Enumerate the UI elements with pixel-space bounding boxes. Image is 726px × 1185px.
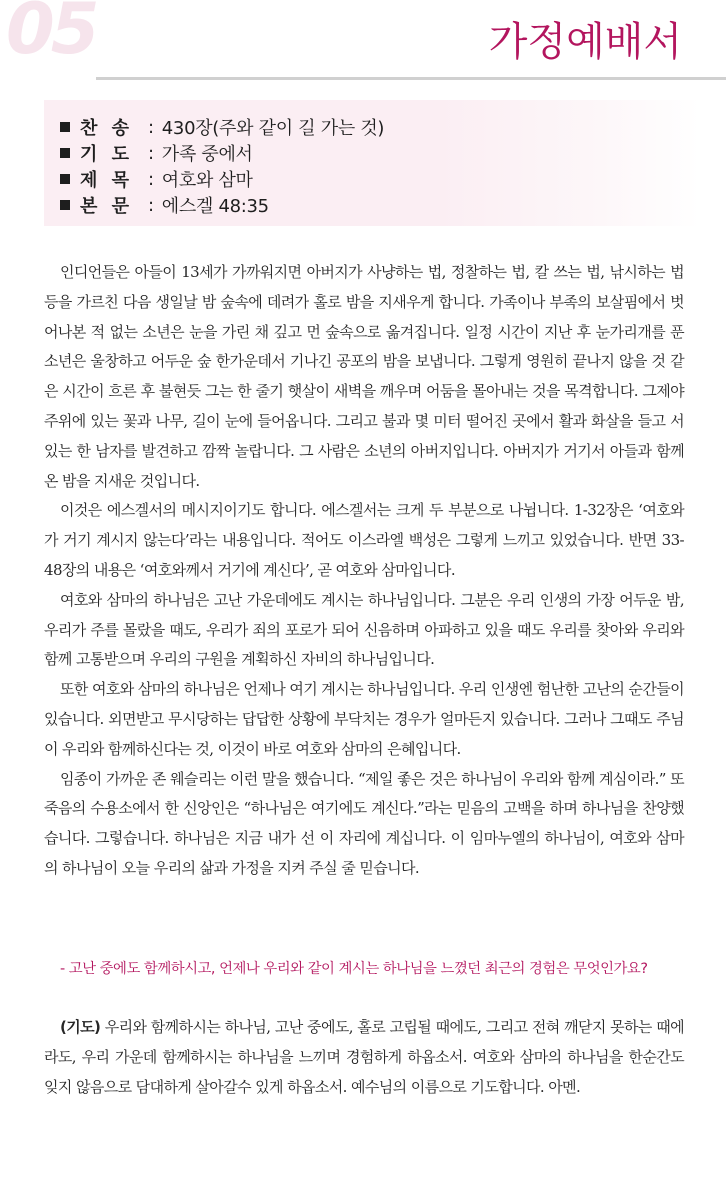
page-number: 05 (6, 0, 96, 70)
title-divider (96, 77, 726, 80)
info-label: 기 도 (80, 144, 134, 165)
info-colon: : (148, 168, 154, 190)
body-paragraph: 또한 여호와 삼마의 하나님은 언제나 여기 계시는 하나님입니다. 우리 인생엔 험난한 고난의 순간들이 있습니다. 외면받고 무시당하는 답답한 상황에 부닥치는 경우가 얼마든지 있습니다. 그러나 그때도 주님이 우리와 함께하신다는 것, 이것이 바로 여호와 삼마의 은혜입니다. (44, 680, 684, 758)
square-bullet-icon (60, 200, 70, 210)
closing-prayer (44, 1012, 684, 1102)
prayer-text: 우리와 함께하시는 하나님, 고난 중에도, 홀로 고립될 때에도, 그리고 전혀 깨닫지 못하는 때에라도, 우리 가운데 함께하시는 하나님을 느끼며 경험하게 하옵소서. 여호와 삼마의 하나님을 한순간도 잊지 않음으로 담대하게 살아갈수 있게 하옵소서. 예수님의 이름으로 기도합니다. 아멘. (44, 1018, 684, 1096)
info-value: 에스겔 48:35 (161, 196, 269, 217)
info-colon: : (148, 142, 154, 164)
page-title: 가정예배서 (488, 19, 682, 65)
body-paragraph: 임종이 가까운 존 웨슬리는 이런 말을 했습니다. “제일 좋은 것은 하나님이 우리와 함께 계심이라.” 또 죽음의 수용소에서 한 신앙인은 “하나님은 여기에도 계신다.”라는 믿음의 고백을 하며 하나님을 찬양했습니다. 그렇습니다. 하나님은 지금 내가 선 이 자리에 계십니다. 이 임마누엘의 하나님이, 여호와 삼마의 하나님이 오늘 우리의 삶과 가정을 지켜 주실 줄 믿습니다. (44, 769, 684, 877)
info-prayer (60, 140, 700, 166)
info-colon: : (148, 116, 154, 138)
square-bullet-icon (60, 122, 70, 132)
worship-info-box (44, 100, 700, 226)
info-value: 430장(주와 같이 길 가는 것) (161, 118, 385, 139)
info-scripture (60, 192, 700, 218)
sermon-body (44, 258, 684, 884)
info-hymn (60, 114, 700, 140)
info-value: 여호와 삼마 (161, 170, 253, 191)
info-value: 가족 중에서 (161, 144, 253, 165)
info-colon: : (148, 194, 154, 216)
body-paragraph: 인디언들은 아들이 13세가 가까워지면 아버지가 사냥하는 법, 정찰하는 법, 칼 쓰는 법, 낚시하는 법 등을 가르친 다음 생일날 밤 숲속에 데려가 홀로 밤을 지새우게 합니다. 가족이나 부족의 보살핌에서 벗어나본 적 없는 소년은 눈을 가린 채 깊고 먼 숲속으로 옮겨집니다. 일정 시간이 지난 후 눈가리개를 푼 소년은 울창하고 어두운 숲 한가운데서 기나긴 공포의 밤을 보냅니다. 그렇게 영원히 끝나지 않을 것 같은 시간이 흐른 후 불현듯 그는 한 줄기 햇살이 새벽을 깨우며 어둠을 몰아내는 것을 목격합니다. 그제야 주위에 있는 꽃과 나무, 길이 눈에 들어옵니다. 그리고 불과 몇 미터 떨어진 곳에서 활과 화살을 들고 서 있는 한 남자를 발견하고 깜짝 놀랍니다. 그 사람은 소년의 아버지입니다. 아버지가 거기서 아들과 함께 온 밤을 지새운 것입니다. (44, 263, 684, 490)
square-bullet-icon (60, 148, 70, 158)
info-label: 본 문 (80, 196, 134, 217)
info-subject (60, 166, 700, 192)
body-paragraph: 여호와 삼마의 하나님은 고난 가운데에도 계시는 하나님입니다. 그분은 우리 인생의 가장 어두운 밤, 우리가 주를 몰랐을 때도, 우리가 죄의 포로가 되어 신음하며 아파하고 있을 때도 우리를 찾아와 우리와 함께 고통받으며 우리의 구원을 계획하신 자비의 하나님입니다. (44, 590, 684, 669)
square-bullet-icon (60, 174, 70, 184)
info-label: 제 목 (80, 170, 134, 191)
info-label: 찬 송 (80, 118, 134, 139)
reflection-question: - 고난 중에도 함께하시고, 언제나 우리와 같이 계시는 하나님을 느꼈던 최근의 경험은 무엇인가요? (60, 961, 648, 977)
body-paragraph: 이것은 에스겔서의 메시지이기도 합니다. 에스겔서는 크게 두 부분으로 나뉩니다. 1-32장은 ‘여호와가 거기 계시지 않는다’라는 내용입니다. 적어도 이스라엘 백성은 그렇게 느끼고 있었습니다. 반면 33-48장의 내용은 ‘여호와께서 거기에 계신다’, 곧 여호와 삼마입니다. (44, 501, 684, 579)
prayer-label: (기도) (60, 1018, 101, 1036)
